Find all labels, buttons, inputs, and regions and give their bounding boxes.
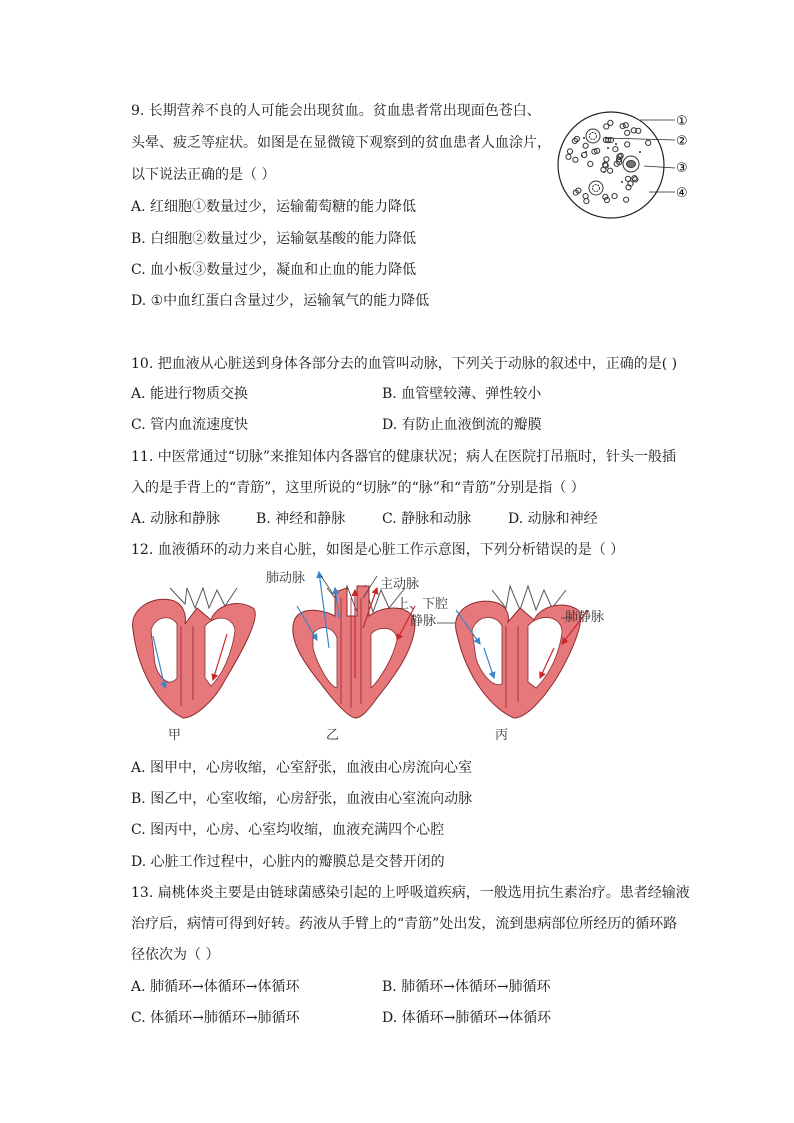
platelet [581,155,583,157]
q9-option-b: B. 白细胞②数量过少，运输氨基酸的能力降低 [131,231,417,247]
white-blood-cell-3 [589,181,603,195]
platelet [607,147,609,149]
q12-option-a: A. 图甲中，心房收缩，心室舒张，血液由心房流向心室 [131,760,473,776]
q10-option-d: D. 有防止血液倒流的瓣膜 [382,417,542,433]
label-vena-cava-line-1: 上、下腔 [396,597,449,612]
q11-option-b: B. 神经和静脉 [256,511,346,527]
q13-option-b: B. 肺循环→体循环→肺循环 [382,979,551,995]
q10-stem: 10. 把血液从心脏送到身体各部分去的血管叫动脉，下列关于动脉的叙述中，正确的是( ) [131,356,678,372]
platelet [585,151,587,153]
q11-option-a: A. 动脉和静脉 [131,511,221,527]
smear-label-3: ③ [676,161,688,176]
platelet [621,181,623,183]
smear-label-4: ④ [676,186,688,201]
q13-option-d: D. 体循环→肺循环→体循环 [382,1010,552,1026]
smear-label-2: ② [676,134,688,149]
platelet [583,137,585,139]
q12-stem: 12. 血液循环的动力来自心脏，如图是心脏工作示意图，下列分析错误的是（ ） [131,542,625,558]
heart-bing [456,586,588,718]
platelet [615,143,617,145]
q12-option-b: B. 图乙中，心室收缩，心房舒张，血液由心室流向动脉 [131,791,473,807]
q13-stem-line-1: 13. 扁桃体炎主要是由链球菌感染引起的上呼吸道疾病，一般选用抗生素治疗。患者经输液 [131,885,690,901]
q10-option-c: C. 管内血流速度快 [131,417,249,433]
caption-jia: 甲 [168,728,182,743]
q10-option-b: B. 血管壁较薄、弹性较小 [382,386,542,402]
q13-stem-line-2: 治疗后，病情可得到好转。药液从手臂上的“青筋”处出发，流到患病部位所经历的循环路 [131,916,678,932]
smear-label-1: ① [676,114,688,129]
caption-bing: 丙 [495,728,509,743]
label-pulmonary-artery: 肺动脉 [266,571,306,586]
label-vena-cava-line-2: 静脉 [410,614,437,629]
label-pulmonary-vein: 肺静脉 [565,610,605,625]
white-blood-cell-1 [586,129,600,143]
q9-option-a: A. 红细胞①数量过少，运输葡萄糖的能力降低 [131,199,417,215]
caption-yi: 乙 [326,728,340,743]
q9-stem-line-3: 以下说法正确的是（ ） [131,167,276,183]
q11-option-d: D. 动脉和神经 [508,511,598,527]
q12-option-c: C. 图丙中，心房、心室均收缩，血液充满四个心腔 [131,822,445,838]
white-blood-cell-2 [623,156,639,172]
q11-stem-line-2: 入的是手背上的“青筋”，这里所说的“切脉”的“脉”和“青筋”分别是指（ ） [131,480,585,496]
heart-yi [293,572,415,718]
q11-option-c: C. 静脉和动脉 [382,511,472,527]
q13-stem-line-3: 径依次为（ ） [131,947,220,963]
q9-option-d: D. ①中血红蛋白含量过少，运输氧气的能力降低 [131,293,430,309]
heart-diagram-figure [125,568,645,748]
q13-option-a: A. 肺循环→体循环→体循环 [131,979,300,995]
heart-jia [133,588,256,718]
q13-option-c: C. 体循环→肺循环→肺循环 [131,1010,300,1026]
label-aorta: 主动脉 [380,577,420,592]
q10-option-a: A. 能进行物质交换 [131,386,249,402]
platelet [603,171,605,173]
q9-stem-line-1: 9. 长期营养不良的人可能会出现贫血。贫血患者常出现面色苍白、 [131,103,541,119]
q12-option-d: D. 心脏工作过程中，心脏内的瓣膜总是交替开闭的 [131,854,445,870]
q11-stem-line-1: 11. 中医常通过“切脉”来推知体内各器官的健康状况；病人在医院打吊瓶时，针头一般插 [131,449,677,465]
q9-option-c: C. 血小板③数量过少，凝血和止血的能力降低 [131,262,417,278]
blood-smear-figure [556,108,706,228]
q9-stem-line-2: 头晕、疲乏等症状。如图是在显微镜下观察到的贫血患者人血涂片， [131,135,551,151]
platelet [639,151,641,153]
